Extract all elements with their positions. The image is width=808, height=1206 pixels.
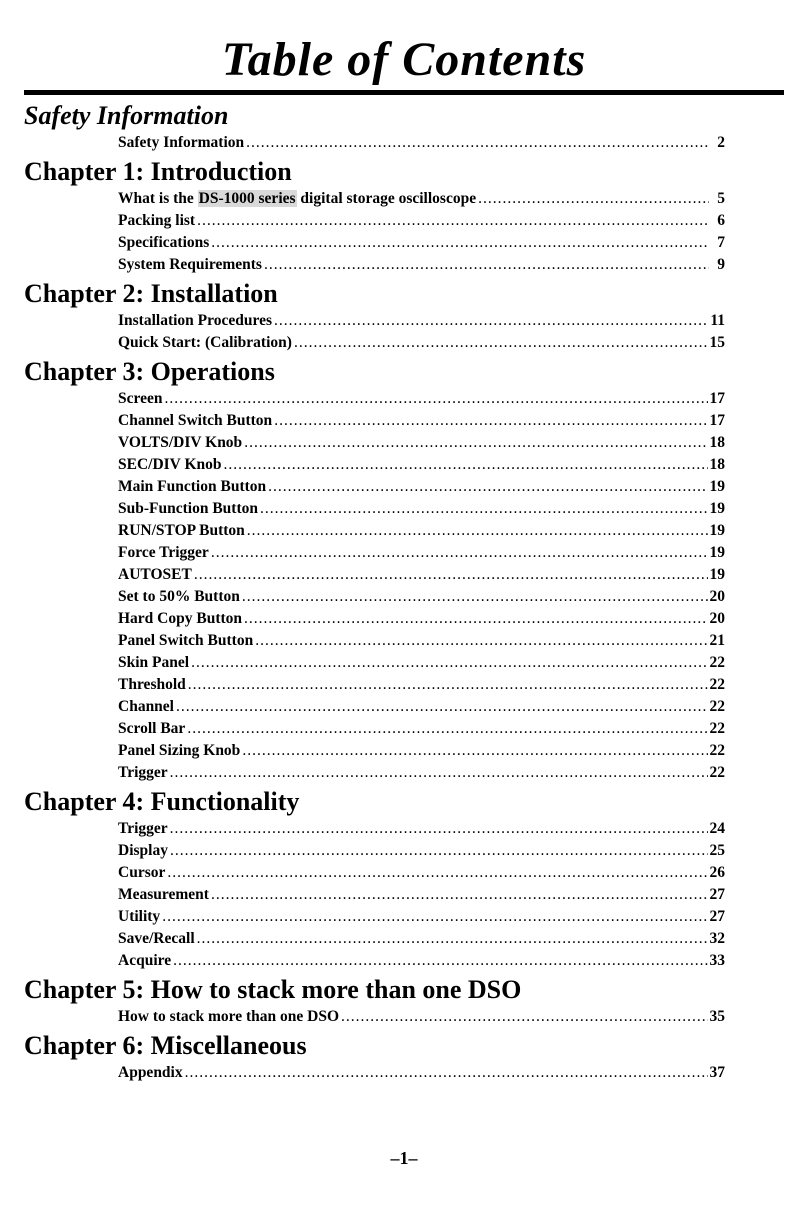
toc-entry-label: Screen <box>118 390 163 407</box>
toc-entry[interactable] <box>118 696 725 718</box>
toc-entry-label: SEC/DIV Knob <box>118 456 222 473</box>
toc-page-number: 33 <box>709 952 725 969</box>
toc-page-number: 17 <box>709 412 725 429</box>
toc-entry-label: Trigger <box>118 820 168 837</box>
dot-leader <box>164 388 707 410</box>
toc-entry-label: Scroll Bar <box>118 720 186 737</box>
toc-entry[interactable] <box>118 388 725 410</box>
toc-page-number: 35 <box>709 1008 725 1025</box>
dot-leader <box>191 652 707 674</box>
toc-page-number: 7 <box>717 234 725 251</box>
toc-entry[interactable] <box>118 1006 725 1028</box>
toc-page-number: 2 <box>717 134 725 151</box>
toc-entry-label: Panel Sizing Knob <box>118 742 241 759</box>
dot-leader <box>260 498 708 520</box>
toc-entry[interactable] <box>118 520 725 542</box>
section-heading: Chapter 4: Functionality <box>24 787 300 816</box>
toc-entry-label: Cursor <box>118 864 166 881</box>
toc-entry-label-text: digital storage oscilloscope <box>296 190 477 207</box>
toc-entry[interactable] <box>118 718 725 740</box>
toc-page-number: 26 <box>709 864 725 881</box>
toc-page-number: 19 <box>709 522 725 539</box>
dot-leader <box>246 132 709 154</box>
toc-entry-label: Force Trigger <box>118 544 209 561</box>
toc-entry[interactable] <box>118 432 725 454</box>
toc-page-number: 22 <box>709 654 725 671</box>
dot-leader <box>173 950 707 972</box>
toc-page-number: 17 <box>709 390 725 407</box>
toc-entry-label: Channel <box>118 698 174 715</box>
toc-entry-label: Threshold <box>118 676 186 693</box>
toc-page-number: 11 <box>710 312 725 329</box>
toc-entry-label: Specifications <box>118 234 210 251</box>
toc-page-number: 25 <box>709 842 725 859</box>
toc-entry-label: How to stack more than one DSO <box>118 1008 340 1025</box>
toc-entry[interactable] <box>118 132 725 154</box>
toc-entry-list <box>24 310 725 354</box>
toc-page-number: 20 <box>709 610 725 627</box>
toc-page-number: 5 <box>717 190 725 207</box>
toc-entry[interactable] <box>118 762 725 784</box>
toc-entry[interactable] <box>118 674 725 696</box>
toc-entry[interactable] <box>118 332 725 354</box>
section-heading: Chapter 2: Installation <box>24 279 278 308</box>
toc-entry-label: Packing list <box>118 212 196 229</box>
toc-entry[interactable] <box>118 564 725 586</box>
toc-page-number: 22 <box>709 720 725 737</box>
toc-entry-list <box>24 388 725 784</box>
toc-entry-label: Utility <box>118 908 161 925</box>
toc-entry[interactable] <box>118 906 725 928</box>
dot-leader <box>194 564 708 586</box>
toc-entry[interactable] <box>118 476 725 498</box>
toc-page-number: 22 <box>709 764 725 781</box>
toc-entry[interactable] <box>118 210 725 232</box>
toc-entry-label: Set to 50% Button <box>118 588 240 605</box>
toc-page-number: 19 <box>709 500 725 517</box>
page-number: –1– <box>390 1148 418 1168</box>
dot-leader <box>341 1006 707 1028</box>
toc-entry[interactable] <box>118 410 725 432</box>
toc-entry[interactable] <box>118 608 725 630</box>
dot-leader <box>224 454 708 476</box>
highlighted-text: DS-1000 series <box>198 190 296 207</box>
toc-entry-list <box>24 188 725 276</box>
toc-entry-label: Main Function Button <box>118 478 267 495</box>
toc-entry[interactable] <box>118 188 725 210</box>
toc-entry[interactable] <box>118 928 725 950</box>
section-heading: Safety Information <box>24 101 229 130</box>
toc-entry-label: Panel Switch Button <box>118 632 254 649</box>
toc-entry[interactable] <box>118 586 725 608</box>
toc-entry[interactable] <box>118 652 725 674</box>
toc-entry-label: Acquire <box>118 952 172 969</box>
dot-leader <box>264 254 709 276</box>
toc-entry-label: Save/Recall <box>118 930 195 947</box>
dot-leader <box>185 1062 708 1084</box>
toc-page-number: 6 <box>717 212 725 229</box>
toc-entry-label: AUTOSET <box>118 566 192 583</box>
toc-page-number: 21 <box>709 632 725 649</box>
toc-entry-label: Sub-Function Button <box>118 500 258 517</box>
toc-entry-list <box>24 1006 725 1028</box>
section-heading: Chapter 6: Miscellaneous <box>24 1031 307 1060</box>
dot-leader <box>176 696 708 718</box>
toc-entry[interactable] <box>118 498 725 520</box>
table-of-contents <box>24 100 784 1086</box>
toc-entry[interactable] <box>118 454 725 476</box>
toc-entry[interactable] <box>118 740 725 762</box>
section-heading: Chapter 1: Introduction <box>24 157 292 186</box>
toc-entry-list <box>24 1062 725 1084</box>
toc-entry-label: Channel Switch Button <box>118 412 273 429</box>
dot-leader <box>294 332 708 354</box>
dot-leader <box>187 718 707 740</box>
toc-page-number: 19 <box>709 566 725 583</box>
toc-entry[interactable] <box>118 232 725 254</box>
toc-entry-list <box>24 818 725 972</box>
dot-leader <box>274 310 708 332</box>
toc-page-number: 18 <box>709 434 725 451</box>
dot-leader <box>244 432 707 454</box>
dot-leader <box>211 884 708 906</box>
dot-leader <box>244 608 707 630</box>
dot-leader <box>242 586 708 608</box>
toc-entry-label: Trigger <box>118 764 168 781</box>
toc-entry-label: Hard Copy Button <box>118 610 243 627</box>
title-rule <box>24 90 784 95</box>
toc-entry-label: RUN/STOP Button <box>118 522 245 539</box>
dot-leader <box>255 630 707 652</box>
toc-entry-label: VOLTS/DIV Knob <box>118 434 243 451</box>
toc-page-number: 19 <box>709 478 725 495</box>
toc-entry[interactable] <box>118 630 725 652</box>
toc-entry-label: Quick Start: (Calibration) <box>118 334 292 351</box>
dot-leader <box>274 410 707 432</box>
dot-leader <box>268 476 707 498</box>
toc-page-number: 27 <box>709 886 725 903</box>
toc-page-number: 18 <box>709 456 725 473</box>
toc-entry-label: Display <box>118 842 168 859</box>
dot-leader <box>170 840 708 862</box>
section-heading: Chapter 5: How to stack more than one DSO <box>24 975 522 1004</box>
toc-entry-label: System Requirements <box>118 256 262 273</box>
dot-leader <box>188 674 708 696</box>
toc-entry[interactable] <box>118 1062 725 1084</box>
dot-leader <box>247 520 708 542</box>
dot-leader <box>478 188 709 210</box>
toc-entry[interactable] <box>118 884 725 906</box>
toc-entry-list <box>24 132 725 154</box>
toc-entry-label: Measurement <box>118 886 209 903</box>
toc-entry[interactable] <box>118 310 725 332</box>
toc-page-number: 22 <box>709 698 725 715</box>
dot-leader <box>197 928 708 950</box>
toc-entry-label-text: What is the <box>118 190 198 207</box>
page-title: Table of Contents <box>221 33 587 86</box>
toc-page-number: 15 <box>709 334 725 351</box>
dot-leader <box>167 862 707 884</box>
toc-entry-label: Safety Information <box>118 134 245 151</box>
toc-page-number: 32 <box>709 930 725 947</box>
toc-entry[interactable] <box>118 862 725 884</box>
toc-page-number: 22 <box>709 742 725 759</box>
toc-entry[interactable] <box>118 950 725 972</box>
dot-leader <box>211 232 709 254</box>
toc-page-number: 24 <box>709 820 725 837</box>
dot-leader <box>170 818 708 840</box>
section-heading: Chapter 3: Operations <box>24 357 275 386</box>
dot-leader <box>242 740 707 762</box>
toc-page-number: 27 <box>709 908 725 925</box>
toc-page-number: 37 <box>709 1064 725 1081</box>
toc-entry[interactable] <box>118 818 725 840</box>
toc-page-number: 19 <box>709 544 725 561</box>
toc-entry-label: Installation Procedures <box>118 312 273 329</box>
toc-entry[interactable] <box>118 840 725 862</box>
toc-entry[interactable] <box>118 254 725 276</box>
toc-entry-label <box>118 188 476 210</box>
toc-entry[interactable] <box>118 542 725 564</box>
dot-leader <box>197 210 709 232</box>
dot-leader <box>162 906 707 928</box>
dot-leader <box>211 542 708 564</box>
toc-entry-label: Skin Panel <box>118 654 190 671</box>
toc-page-number: 20 <box>709 588 725 605</box>
dot-leader <box>170 762 708 784</box>
toc-entry-label: Appendix <box>118 1064 183 1081</box>
toc-page-number: 9 <box>717 256 725 273</box>
toc-page-number: 22 <box>709 676 725 693</box>
